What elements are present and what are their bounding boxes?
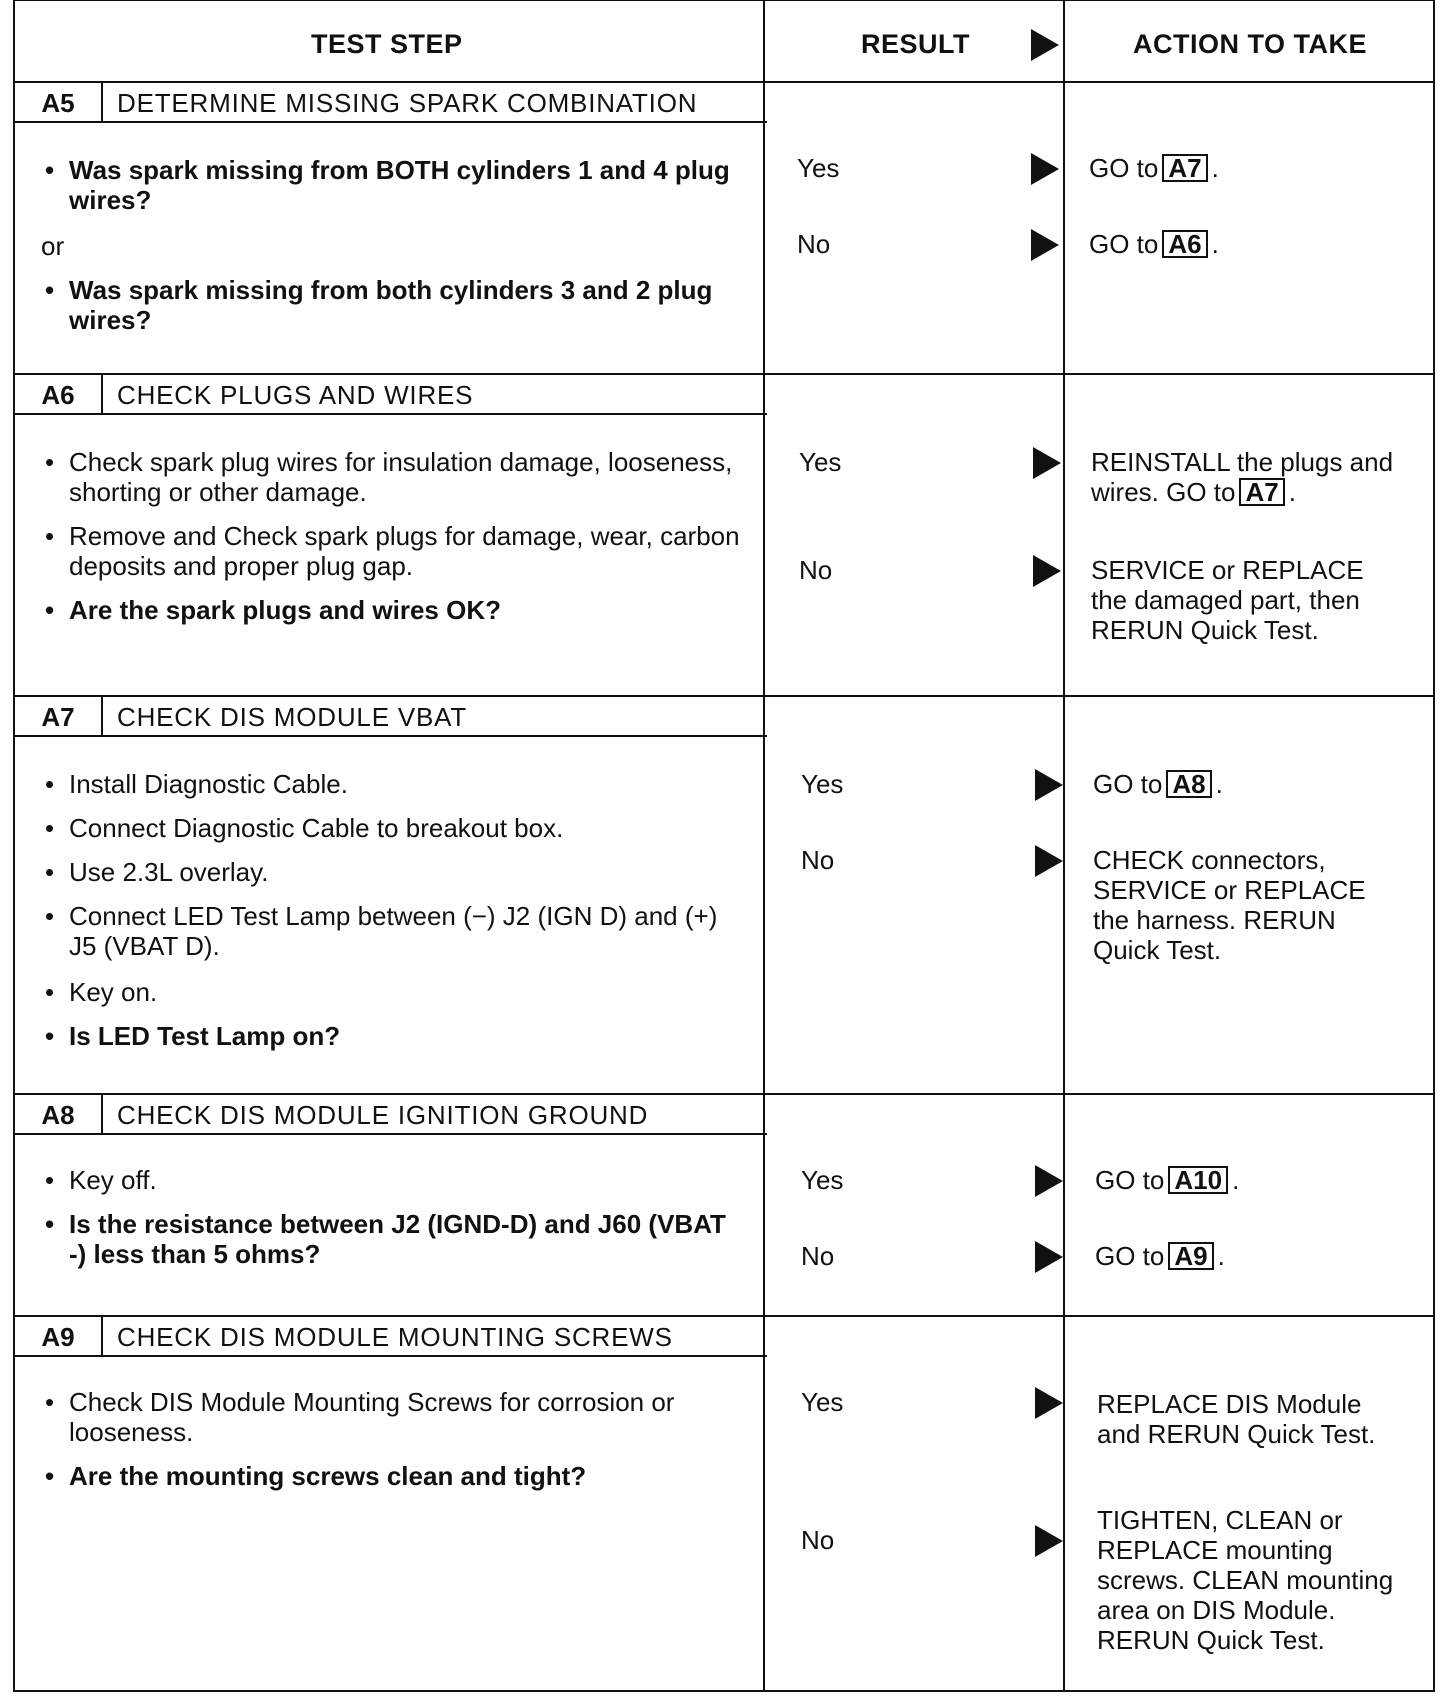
action-text: GO to A7 . bbox=[1089, 153, 1219, 183]
step-title: DETERMINE MISSING SPARK COMBINATION bbox=[117, 88, 698, 118]
result-no: No bbox=[801, 845, 835, 875]
step-item: • Connect Diagnostic Cable to breakout box. bbox=[45, 813, 564, 843]
section-header bbox=[15, 1095, 767, 1135]
arrow-right-icon bbox=[1035, 1165, 1063, 1197]
step-ref-box[interactable]: A8 bbox=[1166, 770, 1211, 798]
arrow-right-icon bbox=[1031, 229, 1059, 261]
step-item: • Are the spark plugs and wires OK? bbox=[45, 595, 501, 625]
step-item: • Remove and Check spark plugs for damage, wear, carbon deposits and proper plug gap. bbox=[45, 521, 740, 581]
action-text: TIGHTEN, CLEAN or REPLACE mounting screws. CLEAN mounting area on DIS Module. RERUN Quick Test. bbox=[1097, 1505, 1394, 1655]
step-id: A9 bbox=[15, 1317, 103, 1355]
section-header bbox=[15, 83, 767, 123]
action-text: SERVICE or REPLACE the damaged part, then RERUN Quick Test. bbox=[1091, 555, 1364, 645]
action-text: REINSTALL the plugs and wires. GO to A7 . bbox=[1091, 447, 1394, 507]
step-id: A6 bbox=[15, 375, 103, 413]
step-ref-box[interactable]: A7 bbox=[1239, 478, 1284, 506]
step-ref-box[interactable]: A6 bbox=[1162, 230, 1207, 258]
step-item: • Is the resistance between J2 (IGND-D) and J60 (VBAT -) less than 5 ohms? bbox=[45, 1209, 726, 1269]
action-text: GO to A6 . bbox=[1089, 229, 1219, 259]
step-title: CHECK DIS MODULE MOUNTING SCREWS bbox=[117, 1322, 673, 1352]
column-divider bbox=[1063, 1, 1065, 1690]
step-id: A8 bbox=[15, 1095, 103, 1133]
result-yes: Yes bbox=[801, 769, 844, 799]
section-header bbox=[15, 1317, 767, 1357]
section-header bbox=[15, 697, 767, 737]
result-no: No bbox=[801, 1241, 835, 1271]
action-text: GO to A8 . bbox=[1093, 769, 1223, 799]
result-yes: Yes bbox=[799, 447, 842, 477]
action-text: CHECK connectors, SERVICE or REPLACE the harness. RERUN Quick Test. bbox=[1093, 845, 1366, 965]
header-action: ACTION TO TAKE bbox=[1133, 29, 1367, 59]
section-header bbox=[15, 375, 767, 415]
step-title: CHECK DIS MODULE VBAT bbox=[117, 702, 468, 732]
arrow-right-icon bbox=[1033, 447, 1061, 479]
result-no: No bbox=[799, 555, 833, 585]
arrow-right-icon bbox=[1035, 845, 1063, 877]
step-item: • Install Diagnostic Cable. bbox=[45, 769, 348, 799]
test-procedure-table bbox=[13, 0, 1435, 1692]
step-id: A5 bbox=[15, 83, 103, 121]
step-item: • Are the mounting screws clean and tight? bbox=[45, 1461, 587, 1491]
step-ref-box[interactable]: A10 bbox=[1168, 1166, 1228, 1194]
column-divider bbox=[763, 1, 765, 1690]
step-item: • Is LED Test Lamp on? bbox=[45, 1021, 341, 1051]
step-ref-box[interactable]: A9 bbox=[1168, 1242, 1213, 1270]
step-ref-box[interactable]: A7 bbox=[1162, 154, 1207, 182]
result-yes: Yes bbox=[797, 153, 840, 183]
header-test-step: TEST STEP bbox=[311, 29, 463, 59]
arrow-right-icon bbox=[1031, 153, 1059, 185]
step-item: • Connect LED Test Lamp between (−) J2 (IGN D) and (+) J5 (VBAT D). bbox=[45, 901, 718, 961]
action-text: GO to A9 . bbox=[1095, 1241, 1225, 1271]
step-item: • Use 2.3L overlay. bbox=[45, 857, 269, 887]
step-item: • Was spark missing from both cylinders 3 and 2 plug wires? bbox=[45, 275, 713, 335]
action-text: REPLACE DIS Module and RERUN Quick Test. bbox=[1097, 1389, 1376, 1449]
step-id: A7 bbox=[15, 697, 103, 735]
step-connector: or bbox=[41, 231, 65, 261]
arrow-right-icon bbox=[1033, 555, 1061, 587]
arrow-right-icon bbox=[1035, 1387, 1063, 1419]
step-item: • Check spark plug wires for insulation damage, looseness, shorting or other damage. bbox=[45, 447, 733, 507]
step-title: CHECK DIS MODULE IGNITION GROUND bbox=[117, 1100, 649, 1130]
step-item: • Key off. bbox=[45, 1165, 157, 1195]
header-result: RESULT bbox=[861, 29, 970, 59]
arrow-right-icon bbox=[1031, 29, 1059, 61]
step-item: • Check DIS Module Mounting Screws for corrosion or looseness. bbox=[45, 1387, 675, 1447]
result-yes: Yes bbox=[801, 1165, 844, 1195]
step-item: • Was spark missing from BOTH cylinders 1 and 4 plug wires? bbox=[45, 155, 730, 215]
arrow-right-icon bbox=[1035, 1525, 1063, 1557]
step-title: CHECK PLUGS AND WIRES bbox=[117, 380, 474, 410]
result-no: No bbox=[797, 229, 831, 259]
arrow-right-icon bbox=[1035, 769, 1063, 801]
result-no: No bbox=[801, 1525, 835, 1555]
arrow-right-icon bbox=[1035, 1241, 1063, 1273]
result-yes: Yes bbox=[801, 1387, 844, 1417]
action-text: GO to A10 . bbox=[1095, 1165, 1240, 1195]
step-item: • Key on. bbox=[45, 977, 158, 1007]
